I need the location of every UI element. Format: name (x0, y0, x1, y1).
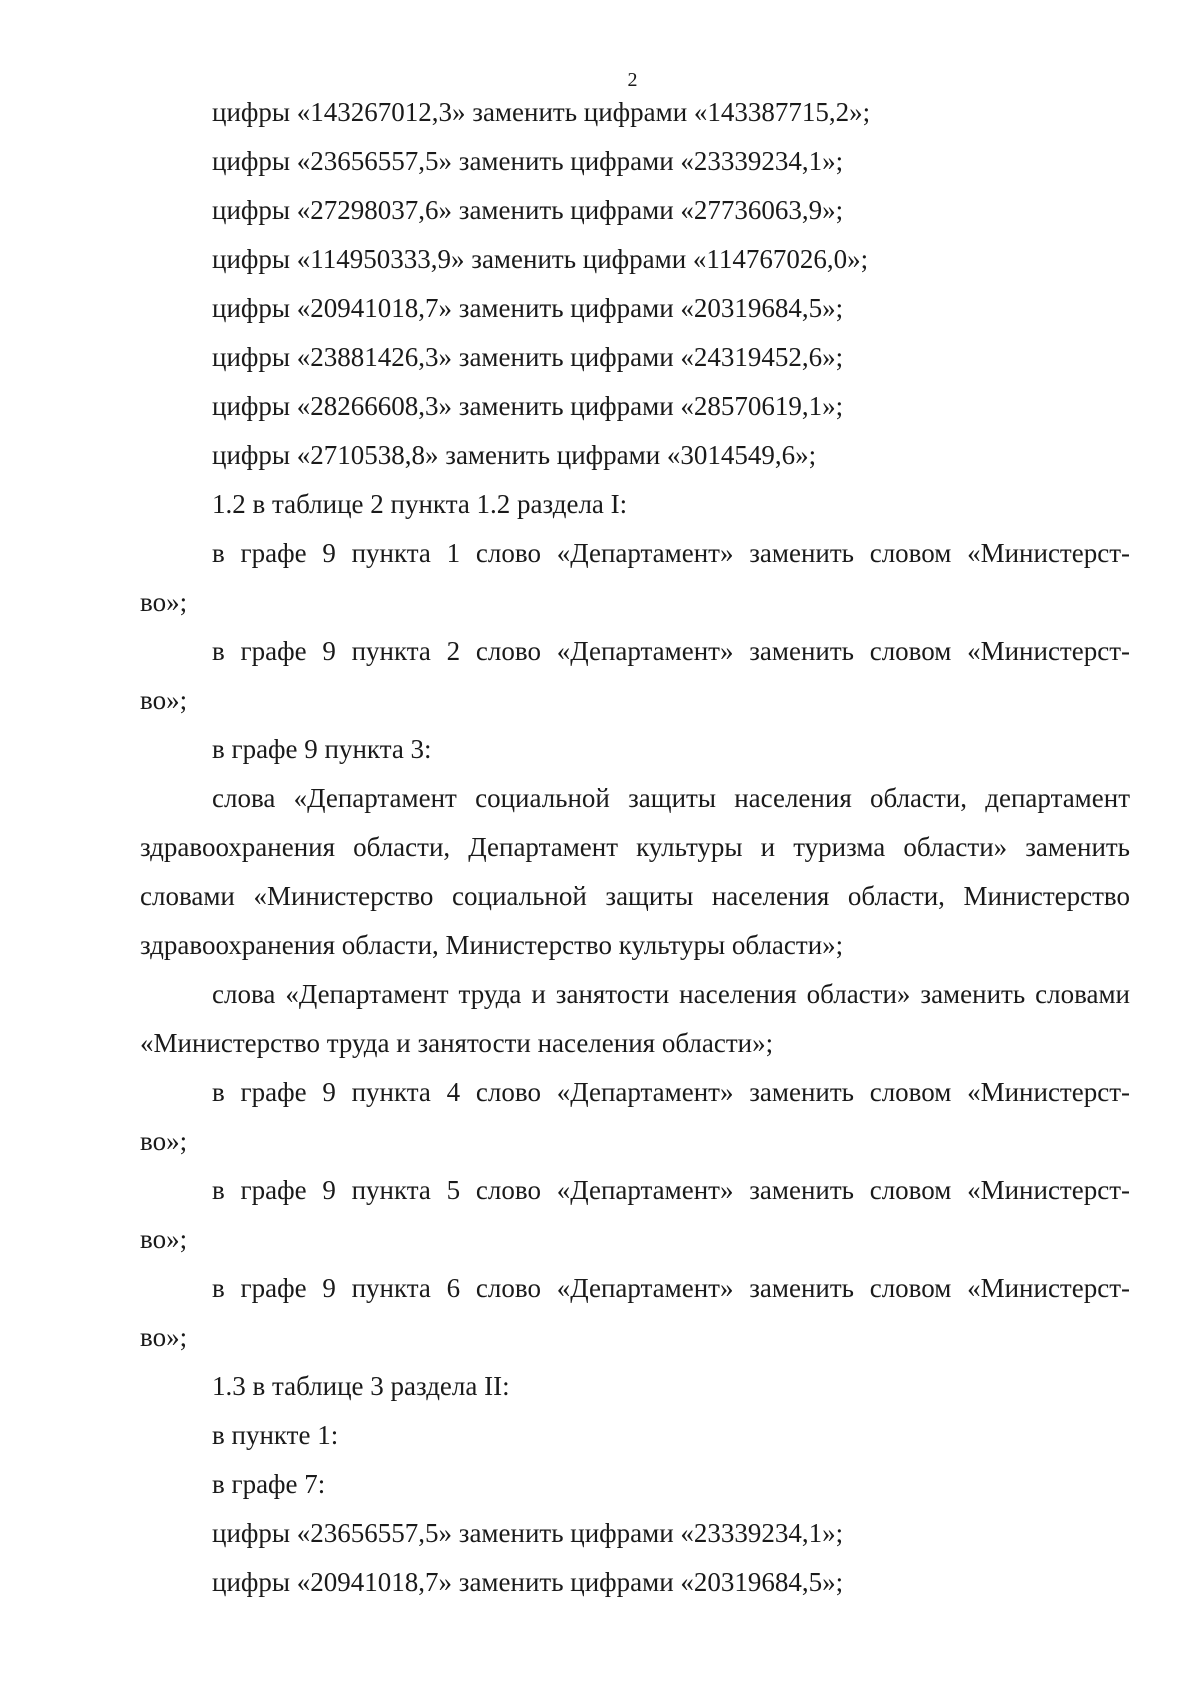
page-number: 2 (627, 69, 638, 91)
text-line: в графе 9 пункта 3: (212, 734, 432, 764)
document-body (140, 88, 1130, 1607)
text-line: в графе 7: (212, 1469, 326, 1499)
text-line: цифры «20941018,7» заменить цифрами «20319684,5»; (212, 293, 844, 323)
text-line: цифры «114950333,9» заменить цифрами «114767026,0»; (212, 244, 869, 274)
text-line: цифры «2710538,8» заменить цифрами «3014549,6»; (212, 440, 817, 470)
text-line: в графе 9 пункта 1 слово «Департамент» заменить словом «Министерст- (212, 538, 1130, 568)
text-line: во»; (140, 587, 188, 617)
paragraph: слова «Департамент социальной защиты населения области, департамент здравоохранения области, Департамент культуры и туризма области» заменить словами «Министерство социальной защиты населения области, Министерство здравоохранения области, Министерство культуры области»; (140, 783, 1130, 960)
paragraph: слова «Департамент труда и занятости населения области» заменить словами «Министерство труда и занятости населения области»; (140, 979, 1130, 1058)
text-line: во»; (140, 1224, 188, 1254)
text-line: цифры «23656557,5» заменить цифрами «23339234,1»; (212, 146, 844, 176)
text-line: цифры «27298037,6» заменить цифрами «27736063,9»; (212, 195, 844, 225)
text-line: в графе 9 пункта 4 слово «Департамент» заменить словом «Министерст- (212, 1077, 1130, 1107)
text-line: 1.2 в таблице 2 пункта 1.2 раздела I: (212, 489, 628, 519)
text-line: во»; (140, 1126, 188, 1156)
text-line: цифры «143267012,3» заменить цифрами «143387715,2»; (212, 97, 871, 127)
text-line: в графе 9 пункта 6 слово «Департамент» заменить словом «Министерст- (212, 1273, 1130, 1303)
text-line: цифры «23881426,3» заменить цифрами «24319452,6»; (212, 342, 844, 372)
text-line: во»; (140, 1322, 188, 1352)
text-line: в графе 9 пункта 2 слово «Департамент» заменить словом «Министерст- (212, 636, 1130, 666)
text-line: во»; (140, 685, 188, 715)
text-line: в пункте 1: (212, 1420, 339, 1450)
text-line: цифры «23656557,5» заменить цифрами «23339234,1»; (212, 1518, 844, 1548)
text-line: 1.3 в таблице 3 раздела II: (212, 1371, 510, 1401)
text-line: цифры «28266608,3» заменить цифрами «28570619,1»; (212, 391, 844, 421)
text-line: в графе 9 пункта 5 слово «Департамент» заменить словом «Министерст- (212, 1175, 1130, 1205)
text-line: цифры «20941018,7» заменить цифрами «20319684,5»; (212, 1567, 844, 1597)
